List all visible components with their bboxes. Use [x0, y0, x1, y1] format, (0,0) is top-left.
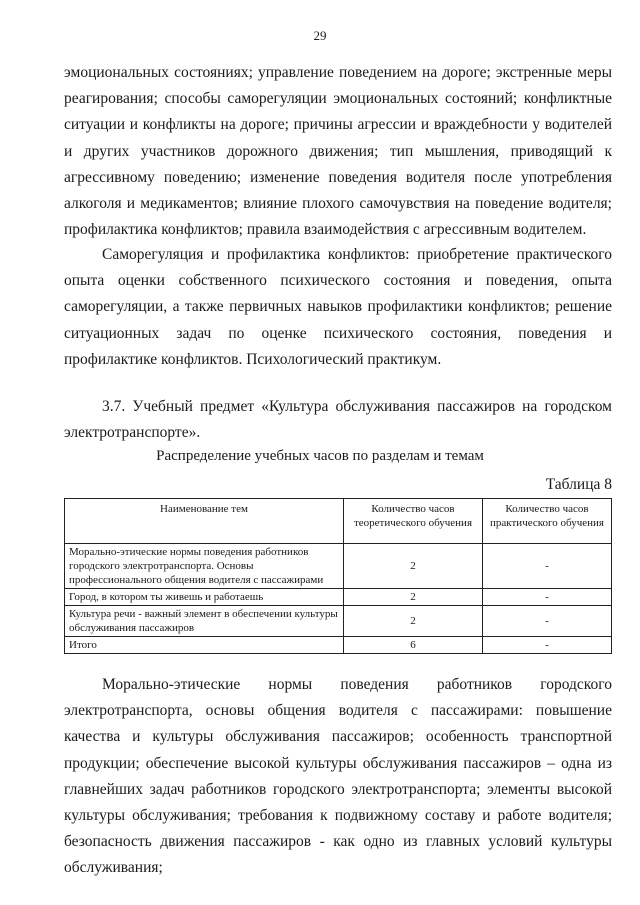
topic-cell: Культура речи - важный элемент в обеспечении культуры обслуживания пассажиров	[65, 606, 344, 637]
total-label-cell: Итого	[65, 637, 344, 654]
topic-cell: Город, в котором ты живешь и работаешь	[65, 589, 344, 606]
total-practice-hours-cell: -	[483, 637, 612, 654]
section-heading-3-7	[64, 394, 612, 446]
paragraph-text: эмоциональных состояниях; управление поведением на дороге; экстренные меры реагирования; способы саморегуляции эмоциональных состояний; конфликтные ситуации и конфликты на дороге; причины агрессии и враждебности у водителей и других участников дорожного движения; тип мышления, приводящий к агрессивному поведению; изменение поведения водителя после употребления алкоголя и медикаментов; влияние плохого самочувствия на поведение водителя; профилактика конфликтов; правила взаимодействия с агрессивным водителем.	[64, 64, 612, 239]
theory-hours-cell: 2	[344, 606, 483, 637]
table-row	[65, 606, 612, 637]
section-heading-text: 3.7. Учебный предмет «Культура обслуживания пассажиров на городском электротранспорте».	[64, 398, 612, 442]
hours-distribution-table	[64, 498, 612, 654]
paragraph-text: Саморегуляция и профилактика конфликтов: приобретение практического опыта оценки собственного психического состояния и поведения, опыта саморегуляции, а также первичных навыков профилактики конфликтов; решение ситуационных задач по оценке психического состояния, поведения и профилактике конфликтов. Психологический практикум.	[64, 246, 612, 368]
column-header-practice-hours: Количество часов практического обучения	[483, 499, 612, 544]
theory-hours-cell: 2	[344, 544, 483, 589]
table-header-row	[65, 499, 612, 544]
paragraph-emotional-states	[64, 60, 612, 243]
paragraph-ethical-norms	[64, 672, 612, 882]
table-label: Таблица 8	[545, 476, 612, 493]
paragraph-self-regulation	[64, 242, 612, 373]
table-row	[65, 544, 612, 589]
topic-cell: Морально-этические нормы поведения работников городского электротранспорта. Основы профессионального общения водителя с пассажирами	[65, 544, 344, 589]
column-header-theory-hours: Количество часов теоретического обучения	[344, 499, 483, 544]
practice-hours-cell: -	[483, 606, 612, 637]
page-number: 29	[313, 28, 327, 43]
paragraph-text: Морально-этические нормы поведения работников городского электротранспорта, основы общения водителя с пассажирами: повышение качества и культуры обслуживания пассажиров; особенность транспортной продукции; обеспечение высокой культуры обслуживания пассажиров – одна из главнейших задач работников городского электротранспорта; элементы высокой культуры обслуживания; требования к подвижному составу и работе водителя; безопасность движения пассажиров - как одно из главных условий культуры обслуживания;	[64, 676, 612, 877]
total-theory-hours-cell: 6	[344, 637, 483, 654]
table-row	[65, 589, 612, 606]
practice-hours-cell: -	[483, 589, 612, 606]
theory-hours-cell: 2	[344, 589, 483, 606]
table-caption: Распределение учебных часов по разделам и темам	[156, 448, 484, 464]
practice-hours-cell: -	[483, 544, 612, 589]
table-total-row	[65, 637, 612, 654]
column-header-topics: Наименование тем	[65, 499, 344, 544]
